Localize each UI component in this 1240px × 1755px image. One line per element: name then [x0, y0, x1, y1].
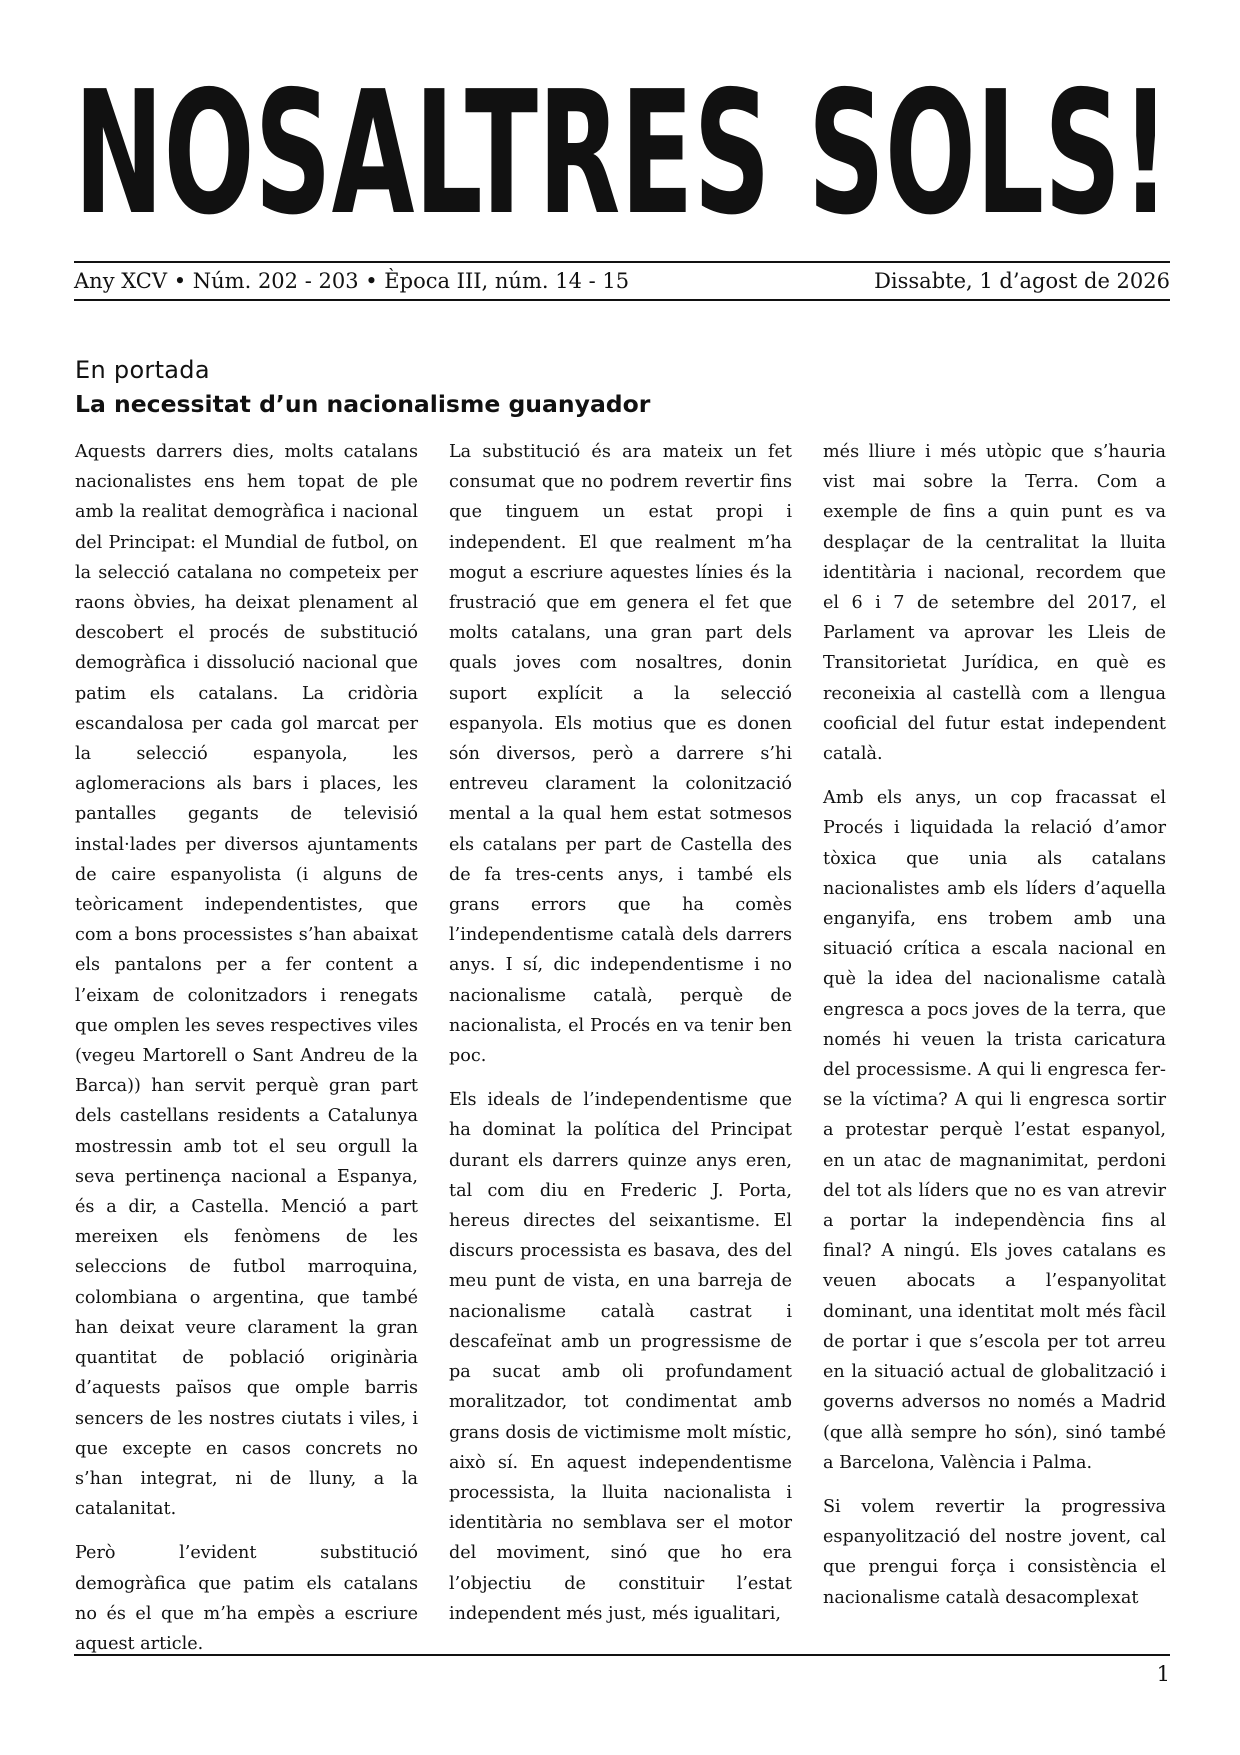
article-column-3	[823, 437, 1166, 1627]
masthead-title: NOSALTRES SOLS!	[74, 62, 1170, 232]
article-column-2	[449, 437, 792, 1643]
masthead-logo	[74, 62, 1170, 232]
paragraph: més lliure i més utòpic que s’hauria vist mai sobre la Terra. Com a exemple de fins a quin punt es va desplaçar de la centralitat la lluita identitària i nacional, recordem que el 6 i 7 de setembre del 2017, el Parlament va aprovar les Lleis de Transitorietat Jurídica, en què es reconeixia al castellà com a llengua cooficial del futur estat independent català.	[823, 442, 1166, 765]
section-label: En portada	[75, 356, 210, 384]
paragraph: Amb els anys, un cop fracassat el Procés i liquidada la relació d’amor tòxica que unia als catalans nacionalistes amb els líders d’aquella enganyifa, ens trobem amb una situació crítica a escala nacional en què la idea del nacionalisme català engresca a pocs joves de la terra, que només hi veuen la trista caricatura del processisme. A qui li engresca fer-se la víctima? A qui li engresca sortir a protestar perquè l’estat espanyol, en un atac de magnanimitat, perdoni del tot als líders que no es van atrevir a portar la independència fins al final? A ningú. Els joves catalans es veuen abocats a l’espanyolitat dominant, una identitat molt més fàcil de portar i que s’escola per tot arreu en la situació actual de globalització i governs adversos no només a Madrid (que allà sempre ho són), sinó també a Barcelona, València i Palma.	[823, 788, 1166, 1473]
paragraph: La substitució és ara mateix un fet consumat que no podrem revertir fins que tinguem un estat propi i independent. El que realment m’ha mogut a escriure aquestes línies és la frustració que em genera el fet que molts catalans, una gran part dels quals joves com nosaltres, donin suport explícit a la selecció espanyola. Els motius que es donen són diversos, però a darrere s’hi entreveu clarament la colonització mental a la qual hem estat sotmesos els catalans per part de Castella des de fa tres-cents anys, i també els grans errors que ha comès l’independentisme català dels darrers anys. I sí, dic independentisme i no nacionalisme català, perquè de nacionalista, el Procés en va tenir ben poc.	[449, 442, 792, 1067]
paragraph: Els ideals de l’independentisme que ha dominat la política del Principat durant els darrers quinze anys eren, tal com diu en Frederic J. Porta, hereus directes del seixantisme. El discurs processista es basava, des del meu punt de vista, en una barreja de nacionalisme català castrat i descafeïnat amb un progressisme de pa sucat amb oli profundament moralitzador, tot condimentat amb grans dosis de victimisme molt místic, això sí. En aquest independentisme processista, la lluita nacionalista i identitària no semblava ser el motor del moviment, sinó que ho era l’objectiu de constituir l’estat independent més just, més igualitari,	[449, 1090, 792, 1624]
issue-number: Any XCV • Núm. 202 - 203 • Època III, núm. 14 - 15	[74, 269, 630, 293]
paragraph: Però l’evident substitució demogràfica que patim els catalans no és el que m’ha empès a escriure aquest article.	[75, 1543, 418, 1654]
article-column-1	[75, 437, 418, 1673]
masthead-wordmark	[74, 62, 1170, 232]
footer-divider	[74, 1654, 1170, 1656]
issue-date: Dissabte, 1 d’agost de 2026	[874, 269, 1170, 293]
article-headline: La necessitat d’un nacionalisme guanyador	[75, 390, 651, 418]
paragraph: Aquests darrers dies, molts catalans nacionalistes ens hem topat de ple amb la realitat demogràfica i nacional del Principat: el Mundial de futbol, on la selecció catalana no competeix per raons òbvies, ha deixat plenament al descobert el procés de substitució demogràfica i dissolució nacional que patim els catalans. La cridòria escandalosa per cada gol marcat per la selecció espanyola, les aglomeracions als bars i places, les pantalles gegants de televisió instal·lades per diversos ajuntaments de caire espanyolista (i alguns de teòricament independentistes, que com a bons processistes s’han abaixat els pantalons per a fer content a l’eixam de colonitzadors i renegats que omplen les seves respectives viles (vegeu Martorell o Sant Andreu de la Barca)) han servit perquè gran part dels castellans residents a Catalunya mostressin amb tot el seu orgull la seva pertinença nacional a Espanya, és a dir, a Castella. Menció a part mereixen els fenòmens de les seleccions de futbol marroquina, colombiana o argentina, que també han deixat veure clarament la gran quantitat de població originària d’aquests països que omple barris sencers de les nostres ciutats i viles, i que excepte en casos concrets no s’han integrat, ni de lluny, a la catalanitat.	[75, 442, 418, 1520]
issue-info-bar	[74, 261, 1170, 301]
page-number: 1	[1156, 1662, 1170, 1686]
paragraph: Si volem revertir la progressiva espanyolització del nostre jovent, cal que prengui força i consistència el nacionalisme català desacomplexat	[823, 1496, 1166, 1608]
